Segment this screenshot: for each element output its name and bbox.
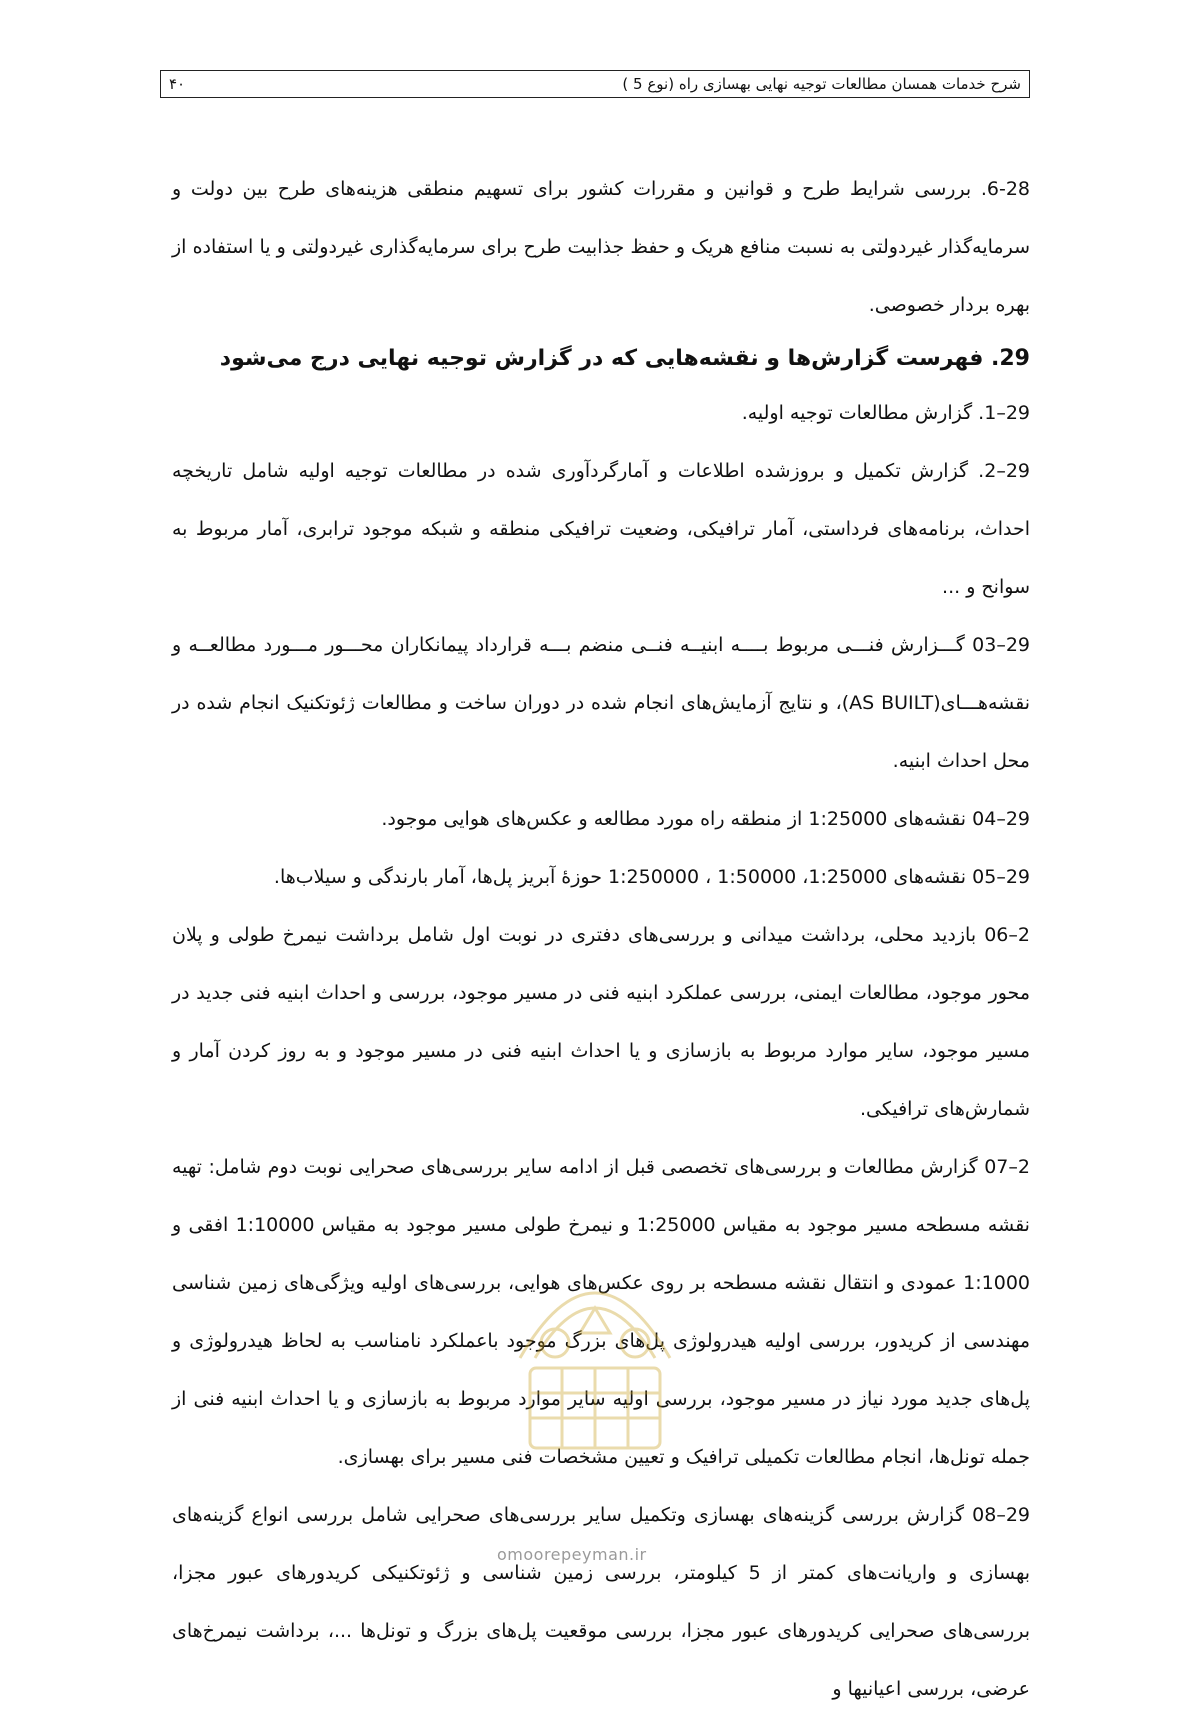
paragraph-2-07: 2–07 گزارش مطالعات و بررسی‌های تخصصی قبل از ادامه سایر بررسی‌های صحرایی نوبت دوم شامل: تهیه نقشه مسطحه مسیر موجود به مقیاس 1:25000 و نیمرخ طولی مسیر موجود به مقیاس 1:10000 افقی و 1:1000 عمودی و انتقال نقشه مسطحه بر روی عکس‌های هوایی، بررسی‌های اولیه ویژگی‌های زمین شناسی مهندسی از کریدور، بررسی اولیه هیدرولوژی پل‌های بزرگ موجود باعملکرد نامناسب به لحاظ هیدرولوژی و پل‌های جدید مورد نیاز در مسیر موجود، بررسی اولیه سایر موارد مربوط به بازسازی و یا احداث ابنیه فنی از جمله تونل‌ها، انجام مطالعات تکمیلی ترافیک و تعیین مشخصات فنی مسیر برای بهسازی. xyxy=(172,1156,1030,1468)
section-heading-29: 29. فهرست گزارش‌ها و نقشه‌هایی که در گزارش توجیه نهایی درج می‌شود xyxy=(219,346,1030,371)
paragraph-29-1: 29–1. گزارش مطالعات توجیه اولیه. xyxy=(741,402,1030,424)
document-body xyxy=(172,160,1030,1718)
paragraph-29-03: 29–03 گـــزارش فنـــی مربوط بــــه ابنیــه فنــی منضم بـــه قرارداد پیمانکاران محـــور مـــورد مطالعــه و نقشه‌هـــای(AS BUILT)، و نتایج آزمایش‌های انجام شده در دوران ساخت و مطالعات ژئوتکنیک انجام شده در محل احداث ابنیه. xyxy=(172,634,1031,772)
paragraph-6-28: 6-28. بررسی شرایط طرح و قوانین و مقررات کشور برای تسهیم منطقی هزینه‌های طرح بین دولت و سرمایه‌گذار غیردولتی به نسبت منافع هریک و حفظ جذابیت طرح برای سرمایه‌گذاری غیردولتی و یا استفاده از بهره بردار خصوصی. xyxy=(172,178,1030,316)
watermark-site: omoorepeyman.ir xyxy=(497,1545,647,1564)
paragraph-29-2: 29–2. گزارش تکمیل و بروزشده اطلاعات و آمارگردآوری شده در مطالعات توجیه اولیه شامل تاریخچه احداث، برنامه‌های فرداستی، آمار ترافیکی، وضعیت ترافیکی منطقه و شبکه موجود ترابری، آمار مربوط به سوانح و ... xyxy=(172,460,1030,598)
paragraph-29-08: 29–08 گزارش بررسی گزینه‌های بهسازی وتکمیل سایر بررسی‌های صحرایی شامل بررسی انواع گزینه‌های بهسازی و واریانت‌های کمتر از 5 کیلومتر، بررسی زمین شناسی و ژئوتکنیکی کریدورهای عبور مجزا، بررسی‌های صحرایی کریدورهای عبور مجزا، بررسی موقعیت پل‌های بزرگ و تونل‌ها ...، برداشت نیمرخ‌های عرضی، بررسی اعیانیها و xyxy=(172,1504,1030,1700)
page-header xyxy=(160,70,1030,98)
paragraph-29-04: 29–04 نقشه‌های 1:25000 از منطقه راه مورد مطالعه و عکس‌های هوایی موجود. xyxy=(381,808,1030,830)
page-number: ۴۰ xyxy=(169,75,186,93)
paragraph-29-05: 29–05 نقشه‌های 1:25000، 1:50000 ، 1:250000 حوزهٔ آبریز پل‌ها، آمار بارندگی و سیلاب‌ها. xyxy=(273,866,1030,888)
header-title: شرح خدمات همسان مطالعات توجیه نهایی بهسازی راه (نوع 5 ) xyxy=(622,75,1021,93)
paragraph-2-06: 2–06 بازدید محلی، برداشت میدانی و بررسی‌های دفتری در نوبت اول شامل برداشت نیمرخ طولی و پلان محور موجود، مطالعات ایمنی، بررسی عملکرد ابنیه فنی در مسیر موجود، بررسی و احداث ابنیه فنی جدید در مسیر موجود، سایر موارد مربوط به بازسازی و یا احداث ابنیه فنی در مسیر موجود و به روز کردن آمار و شمارش‌های ترافیکی. xyxy=(172,924,1030,1120)
